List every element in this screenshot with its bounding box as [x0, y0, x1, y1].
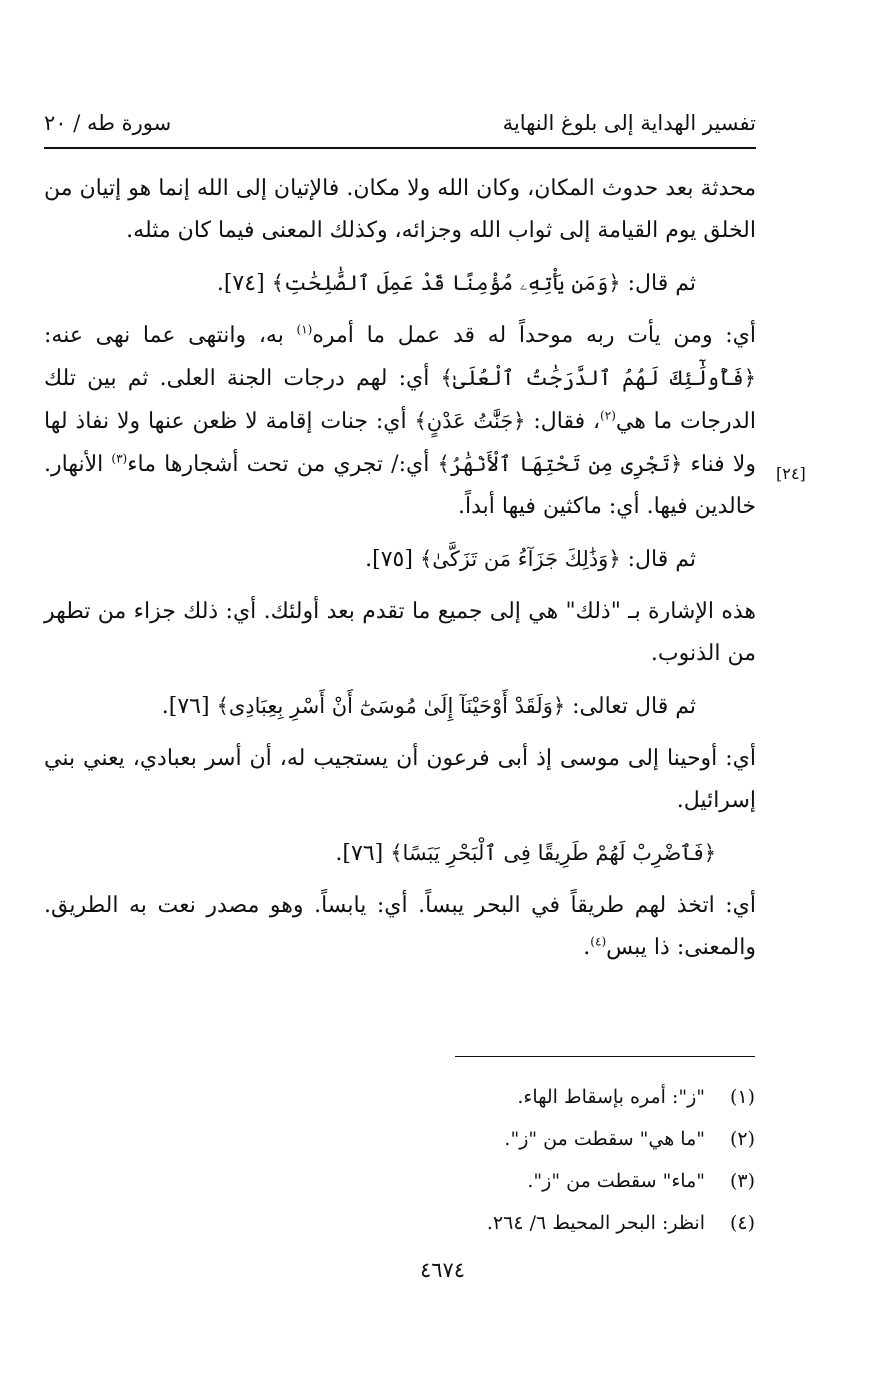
paragraph-2 [44, 262, 756, 305]
footnotes [355, 1076, 755, 1244]
footnote-ref-1: (١) [296, 322, 313, 337]
paragraph-3-part-1: أي: ومن يأت ربه موحداً له قد عمل ما أمره [312, 323, 756, 348]
footnote-number: (٤) [729, 1212, 755, 1234]
margin-folio-marker: [٢٤] [776, 464, 806, 483]
paragraph-3 [44, 315, 756, 528]
paragraph-3-part-7: الأنهار. خالدين فيها. أي: ماكثين فيها أبداً. [44, 452, 756, 519]
paragraph-8 [44, 832, 756, 875]
paragraph-4 [44, 538, 756, 581]
footnote-item [355, 1160, 755, 1202]
page-header [44, 105, 756, 145]
paragraph-6-lead: ثم قال تعالى: [565, 694, 696, 719]
paragraph-9-part-2: . [583, 935, 591, 960]
paragraph-9-part-1: أي: اتخذ لهم طريقاً في البحر يبساً. أي: يابساً. وهو مصدر نعت به الطريق. والمعنى: ذا يبس [44, 893, 756, 960]
header-rule [44, 147, 756, 149]
quran-verse-76a: ﴿وَلَقَدْ أَوْحَيْنَآ إِلَىٰ مُوسَىٰٓ أَنْ أَسْرِ بِعِبَادِى﴾ [216, 694, 566, 718]
paragraph-7: أي: أوحينا إلى موسى إذ أبى فرعون أن يستجيب له، أن أسر بعبادي، يعني بني إسرائيل. [44, 746, 756, 813]
footnote-item [355, 1076, 755, 1118]
quran-phrase-anhar: ﴿تَجْرِى مِن تَحْتِهَا ٱلْأَنْهَٰرُ﴾ [437, 452, 683, 476]
main-text [44, 168, 756, 979]
paragraph-3-part-2: به، وانتهى عما نهى عنه: [44, 323, 297, 348]
footnote-text: "ز": أمره بإسقاط الهاء. [517, 1086, 705, 1108]
footnote-text: انظر: البحر المحيط ٦/ ٢٦٤. [486, 1212, 705, 1234]
quran-phrase-darajat: ﴿فَأُولَٰٓئِكَ لَهُمُ ٱلدَّرَجَٰتُ ٱلْعُلَىٰ﴾ [440, 366, 756, 390]
paragraph-6 [44, 685, 756, 728]
footnote-text: "ما هي" سقطت من "ز". [504, 1128, 705, 1150]
footnote-number: (٣) [729, 1170, 755, 1192]
book-title: تفسير الهداية إلى بلوغ النهاية [502, 111, 756, 135]
surah-reference: سورة طه / ٢٠ [44, 111, 172, 135]
verse-number-76b: [٧٦]. [335, 841, 391, 866]
paragraph-3-part-3: أي: لهم درجات الجنة العلى. ثم بين تلك الدرجات ما هي [44, 366, 756, 434]
paragraph-9 [44, 885, 756, 969]
footnote-ref-2: (٢) [600, 408, 616, 423]
footnote-rule [455, 1056, 755, 1057]
quran-verse-74: ﴿وَمَن يَأْتِهِۦ مُؤْمِنًا قَدْ عَمِلَ ٱلصَّٰلِحَٰتِ﴾ [271, 271, 621, 295]
verse-number-74: [٧٤]. [216, 271, 272, 296]
verse-number-76a: [٧٦]. [161, 694, 217, 719]
footnote-number: (١) [729, 1086, 755, 1108]
footnote-number: (٢) [729, 1128, 755, 1150]
paragraph-5: هذه الإشارة بـ "ذلك" هي إلى جميع ما تقدم بعد أولئك. أي: ذلك جزاء من تطهر من الذنوب. [44, 599, 756, 666]
footnote-item [355, 1118, 755, 1160]
page-number: ٤٦٧٤ [419, 1258, 466, 1282]
quran-phrase-jannat: ﴿جَنَّٰتُ عَدْنٍ﴾ [414, 409, 526, 433]
paragraph-1: محدثة بعد حدوث المكان، وكان الله ولا مكان. فالإتيان إلى الله إنما هو إتيان من الخلق يوم القيامة إلى ثواب الله وجزائه، وكذلك المعنى فيما كان مثله. [44, 176, 756, 243]
paragraph-3-part-4: ، فقال: [525, 409, 601, 434]
quran-verse-76b: ﴿فَٱضْرِبْ لَهُمْ طَرِيقًا فِى ٱلْبَحْرِ يَبَسًا﴾ [390, 841, 716, 865]
footnote-item [355, 1202, 755, 1244]
verse-number-75: [٧٥]. [365, 547, 420, 572]
footnote-ref-4: (٤) [590, 934, 607, 949]
paragraph-2-lead: ثم قال: [620, 271, 696, 296]
footnote-text: "ماء" سقطت من "ز". [527, 1170, 705, 1192]
quran-verse-75: ﴿وَذَٰلِكَ جَزَآءُ مَن تَزَكَّىٰ﴾ [419, 547, 621, 571]
footnote-ref-3: (٣) [111, 451, 128, 466]
paragraph-3-part-5: أي: جنات إقامة لا ظعن عنها ولا نفاذ لها ولا فناء [44, 409, 756, 477]
paragraph-4-lead: ثم قال: [620, 547, 696, 572]
paragraph-3-part-6: أي:/ تجري من تحت أشجارها ماء [127, 452, 438, 477]
